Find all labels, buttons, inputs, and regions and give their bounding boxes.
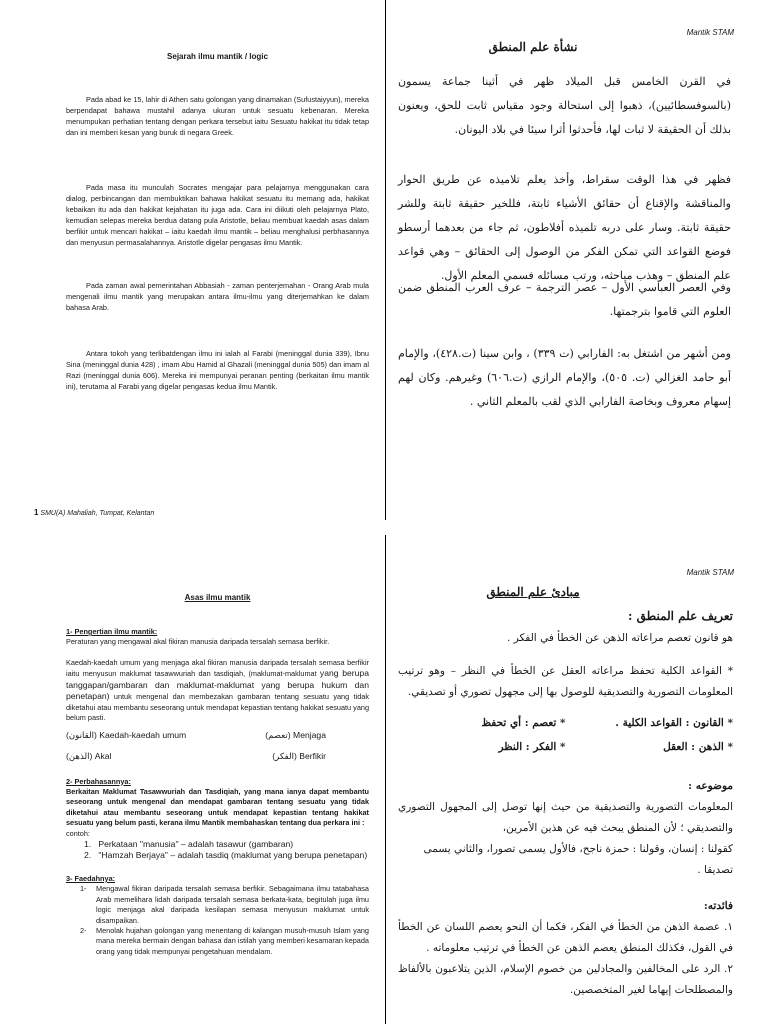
left-title: Sejarah ilmu mantik / logic <box>167 52 268 61</box>
term-row <box>66 751 326 763</box>
arabic-term: * الفكر : النظر <box>498 741 566 753</box>
section-2-title: 2- Perbahasannya: <box>66 776 131 786</box>
section-3-item-text: Mengawal fikiran daripada tersalah semasa berfikir. Sebagaimana ilmu tatabahasa Arab memelihara lidah daripada tersalah semasa berkata-kata, begitulah juga ilmu logic menjaga akal daripada kesilapan semasa menyusun maklumat untuk disampaikan. <box>96 884 369 925</box>
section-3-title: 3- Faedahnya: <box>66 873 116 883</box>
left-paragraph: Antara tokoh yang terlibatdengan ilmu ini ialah al Farabi (meninggal dunia 339), Ibnu Sina (meninggal dunia 428) , imam Abu Hamid al Ghazali (meninggal dunia 505) dan imam al Razi (meninggal dunia 606). Mereka ini mempunyai peranan penting (berkaitan ilmu mantik ini), terutama al Farabi yang digelar pengasas kedua ilmu Mantik. <box>66 349 369 391</box>
subject-title: موضوعه : <box>688 780 733 792</box>
term-row <box>66 730 326 742</box>
definition-paragraph: * القواعد الكلية تحفظ مراعاته العقل عن الخطأ في النظر – وهو ترتيب المعلومات التصورية والتصديقية للوصول بها إلى مجهول تصوري أو تصديقي. <box>398 665 733 698</box>
section-1-paragraph-part: Kaedah-kaedah umum yang menjaga akal fikiran manusia daripada tersalah semasa berfikir iaitu menyusun maklumat tasawwuriah dan tasdiqiah, (maklumat-maklumat <box>66 657 369 679</box>
term: (الفكر) Berfikir <box>272 751 326 762</box>
benefit-title: فائدته: <box>703 900 733 912</box>
left-paragraph: Pada zaman awal pemerintahan Abbasiah - zaman penterjemahan - Orang Arab mula mengenali ilmu mantik yang merupakan antara ilmu-ilmu yang diterjemahkan ke dalam bahasa Arab. <box>66 281 369 312</box>
footer-text: SMU(A) Mahaliah, Tumpat, Kelantan <box>40 510 155 517</box>
section-2-item-text: "Hamzah Berjaya" – adalah tasdiq (maklumat yang berupa penetapan) <box>98 850 368 861</box>
section-2-item: 1. Perkataan "manusia" – adalah tasawur (gambaran) <box>84 838 294 849</box>
term: (القانون) Kaedah-kaedah umum <box>66 729 187 740</box>
section-2-contoh: contoh: <box>66 828 90 838</box>
page-header: Mantik STAM <box>686 28 734 37</box>
right-paragraph: فظهر في هذا الوقت سقراط، وأخذ يعلم تلاميذه عن طريق الحوار والمناقشة والإقناع أن حقائق الأشياء ثابتة، فللخير حقيقة ثابتة وللشر حقيقة ثابتة. وسار على دربه تلميذه أفلاطون، ثم جاء من بعدهما أرسطو فوضع القواعد التي تمكن الفكر من الوصول إلى الحقائق – وهي قواعد علم المنطق – وهذب مباحثه، ورتب مسائله فسمي المعلم الأول. <box>398 173 731 282</box>
right-title: مبادئ علم المنطق <box>486 585 580 599</box>
benefit-item: ٢. الرد على المخالفين والمجادلين من خصوم الإسلام، الذين يتلاعبون بالألفاظ والمصطلحات إيهاما لغير المتخصصين. <box>398 963 733 996</box>
section-1-paragraph-emphasis: yang berupa tanggapan/gambaran dan maklumat-maklumat yang berupa hukum dan penetapan) <box>66 668 369 702</box>
right-column <box>398 605 733 1001</box>
definition-text: هو قانون تعصم مراعاته الذهن عن الخطأ في الفكر . <box>507 632 733 644</box>
term: (الذهن) Akal <box>66 751 112 762</box>
term: (تعصم) Menjaga <box>265 729 326 740</box>
section-3-item: 1- Mengawal fikiran daripada tersalah semasa berfikir. Sebagaimana ilmu tatabahasa Arab memelihara lidah daripada tersalah semasa berkata-kata, begitulah juga ilmu logic menjaga akal daripada kesilapan semasa menyusun maklumat untuk disampaikan. <box>80 884 369 925</box>
left-title: Asas ilmu mantik <box>184 593 251 602</box>
section-1-paragraph-part: untuk mengenal dan membezakan gambaran tentang sesuatu yang tidak diketahui atau membantu seseorang untuk mendapat kepastian tentang hakikat sesuatu yang belum pasti. <box>66 692 369 723</box>
page-2 <box>0 535 768 1024</box>
right-paragraph: وفي العصر العباسي الأول – عصر الترجمة – عرف العرب المنطق ضمن العلوم التي قاموا بترجمتها. <box>398 281 731 318</box>
right-title: نشأة علم المنطق <box>488 40 578 54</box>
terms-grid <box>398 711 733 759</box>
arabic-term: * تعصم : أي تحفظ <box>481 717 566 729</box>
section-1-text: Peraturan yang mengawal akal fikiran manusia daripada tersalah semasa berfikir. <box>66 637 330 647</box>
left-column <box>66 627 369 957</box>
section-3-item: 2- Menolak hujahan golongan yang menentang di kalangan musuh-musuh Islam yang mana mereka bermain dengan bahasa dan istilah yang memberi kesamaran kepada orang yang tidak mempunyai pengetahuan mendalam. <box>80 926 369 956</box>
left-paragraph: Pada masa itu munculah Socrates mengajar para pelajarnya menggunakan cara dialog, perbincangan dan membuktikan bahawa hakikat sesuatu itu memang ada, hakikat kebaikan itu ada dan hakikat kejahatan itu juga ada. Cara ini diikuti oleh pelajarnya Plato, kemudian selepas mereka berdua datang pula Aristotle, beliau membuat kaedah asas dalam berfikir untuk mencari hakikat – iaitu kaedah ilmu mantik – beliau menghalusi perbhasannya dan menyusun permasalahannya. Aristotle digelar pengasas ilmu Mantik. <box>66 183 369 247</box>
left-paragraph: Pada abad ke 15, lahir di Athen satu golongan yang dinamakan (Sufustaiyyun), mereka berpendapat bahawa mustahil adanya ukuran untuk sesuatu kebenaran. Mereka menumpukan perhatian tentang dengan perkara tersebut iaitu Sesuatu hakikat itu tidak tetap dan ini memberi kesan yang buruk di negara Greek. <box>66 95 369 137</box>
arabic-term: * القانون : القواعد الكلية . <box>615 717 733 729</box>
section-3-item-text: Menolak hujahan golongan yang menentang di kalangan musuh-musuh Islam yang mana mereka bermain dengan bahasa dan istilah yang memberi kesamaran kepada orang yang tidak mempunyai pengetahuan mendalam. <box>96 926 369 956</box>
section-2-item-text: Perkataan "manusia" – adalah tasawur (gambaran) <box>98 838 294 849</box>
arabic-term: * الذهن : العقل <box>663 741 733 753</box>
benefit-item: ١. عصمة الذهن من الخطأ في الفكر، فكما أن النحو يعصم اللسان عن الخطأ في القول، فكذلك المنطق يعصم الذهن عن الخطأ في ترتيب معلوماته . <box>398 921 733 954</box>
footer-page-number: 1 <box>34 508 39 517</box>
section-1-title: 1- Pengertian ilmu mantik: <box>66 627 158 636</box>
section-2-item: 2. "Hamzah Berjaya" – adalah tasdiq (maklumat yang berupa penetapan) <box>84 850 368 861</box>
definition-title: تعريف علم المنطق : <box>628 609 733 623</box>
page-header: Mantik STAM <box>686 568 734 577</box>
column-divider <box>385 535 386 1024</box>
subject-text: المعلومات التصورية والتصديقية من حيث إنها توصل إلى المجهول التصوري والتصديقي ؛ لأن المنطق يبحث فيه عن هذين الأمرين، <box>398 801 733 834</box>
column-divider <box>385 0 386 520</box>
section-1-paragraph <box>66 658 369 724</box>
right-paragraph: ومن أشهر من اشتغل به: الفارابي (ت ٣٣٩) ، وابن سينا (ت.٤٢٨)، والإمام أبو حامد الغزالي (ت. ٥٠٥)، والإمام الرازي (ت.٦٠٦) وغيرهم. وكان لهم إسهام معروف وبخاصة الفارابي الذي لقب بالمعلم الثاني . <box>398 347 732 408</box>
section-2-text: Berkaitan Maklumat Tasawwuriah dan Tasdiqiah, yang mana ianya dapat membantu seseorang untuk mengenal dan mendapat gambaran tentang sesuatu yang tidak diketahui atau membantu seseorang untuk mendapat kepastian tentang hakikat sesuatu yang belum pasti, kerana ilmu Mantik membahaskan tentang dua perkara ini : <box>66 786 369 828</box>
page-footer <box>34 508 154 517</box>
subject-example: كقولنا : إنسان، وقولنا : حمزة ناجح، فالأول يسمى تصورا، والثاني يسمى تصديقا . <box>423 843 733 876</box>
right-paragraph: في القرن الخامس قبل الميلاد ظهر في أثينا جماعة يسمون (بالسوفسطائيين)، ذهبوا إلى استحالة وجود مقياس ثابت للحق، ويعنون بذلك أن الحقيقة لا ثبات لها، فأحدثوا أثرا سيئا في بلاد اليونان. <box>398 75 731 136</box>
